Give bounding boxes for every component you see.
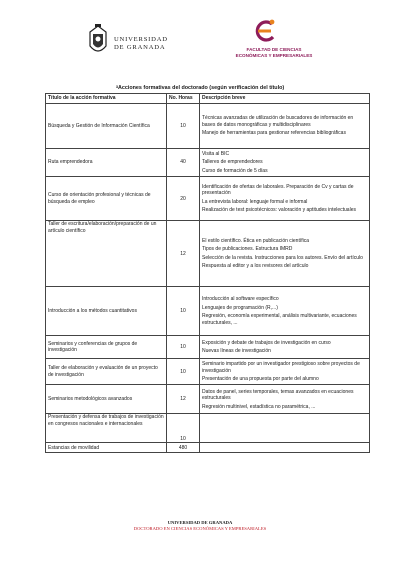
action-title: Ruta emprendedora (46, 149, 167, 177)
description-line: Manejo de herramientas para gestionar referencias bibliográficas (202, 130, 346, 137)
action-hours: 10 (167, 414, 200, 443)
description-line: Introducción al software específico (202, 296, 279, 303)
caption-footnote-marker: 3 (115, 85, 118, 89)
table-row (46, 414, 370, 443)
description-line: Seminario impartido por un investigador prestigioso sobre proyectos de investigación (202, 361, 360, 374)
action-title: Estancias de movilidad (46, 443, 167, 453)
description-line: Tipos de publicaciones. Estructura IMRD (202, 246, 293, 253)
action-description (200, 177, 370, 221)
action-description (200, 336, 370, 359)
action-title: Búsqueda y Gestión de Información Científica (46, 104, 167, 149)
table-caption (0, 85, 400, 91)
action-title: Presentación y defensa de trabajos de investigación en congresos nacionales e internacionales (46, 414, 167, 443)
table-row (46, 177, 370, 221)
action-hours: 40 (167, 149, 200, 177)
action-hours: 480 (167, 443, 200, 453)
action-description (200, 104, 370, 149)
description-line: Regresión multinivel, estadística no paramétrica, ... (202, 403, 316, 410)
description-line: Curso de formación de 5 días (202, 167, 268, 174)
description-line: Respuesta al editor y a los revisores del artículo (202, 263, 309, 270)
column-header-description: Descripción breve (200, 94, 370, 104)
table-header-row (46, 94, 370, 104)
action-hours: 12 (167, 221, 200, 287)
description-line: La entrevista laboral: lenguaje formal e informal (202, 198, 308, 205)
action-title: Seminarios y conferencias de grupos de investigación (46, 336, 167, 359)
action-description (200, 443, 370, 453)
action-description (200, 385, 370, 414)
training-actions-table (45, 93, 370, 453)
description-line: Visita al BIC (202, 151, 230, 157)
faculty-emblem-icon (252, 18, 278, 44)
description-line: Lenguajes de programación (R,...) (202, 304, 278, 311)
table-row (46, 385, 370, 414)
action-hours: 10 (167, 336, 200, 359)
footer-university: UNIVERSIDAD DE GRANADA (167, 520, 233, 525)
action-title: Curso de orientación profesional y técnicas de búsqueda de empleo (46, 177, 167, 221)
university-logo (86, 20, 166, 64)
table-row (46, 336, 370, 359)
column-header-hours: No. Horas (167, 94, 200, 104)
footer-doctorate: DOCTORADO EN CIENCIAS ECONÓMICAS Y EMPRESARIALES (133, 526, 267, 531)
action-hours: 20 (167, 177, 200, 221)
description-line: Exposición y debate de trabajos de investigación en curso (202, 339, 331, 346)
description-line: El estilo científico. Ética en publicación científica (202, 237, 309, 244)
caption-text: Acciones formativas del doctorado (según verificación del título) (117, 85, 285, 91)
table-row (46, 221, 370, 287)
table-row (46, 287, 370, 336)
action-hours: 10 (167, 359, 200, 385)
action-title: Taller de escritura/elaboración/preparación de un artículo científico (46, 221, 167, 287)
university-seal-icon (86, 24, 110, 58)
action-hours: 10 (167, 104, 200, 149)
column-header-title: Título de la acción formativa (46, 94, 167, 104)
action-title: Seminarios metodológicos avanzados (46, 385, 167, 414)
action-description (200, 359, 370, 385)
description-line: Nuevas líneas de investigación (202, 348, 271, 355)
action-title: Introducción a los métodos cuantitativos (46, 287, 167, 336)
description-line: Selección de la revista. Instrucciones para los autores. Envío del artículo (202, 254, 363, 261)
action-description (200, 221, 370, 287)
table-row (46, 443, 370, 453)
description-line: Técnicas avanzadas de utilización de buscadores de información en bases de datos monográficas y multidisciplinares (202, 115, 354, 128)
action-description (200, 287, 370, 336)
description-line: Datos de panel, series temporales, temas avanzados en ecuaciones estructurales (202, 388, 354, 402)
table-row (46, 104, 370, 149)
table-row (46, 149, 370, 177)
description-line: Identificación de ofertas de laborales. Preparación de Cv y cartas de presentación (202, 183, 354, 197)
table-row (46, 359, 370, 385)
faculty-logo-text: FACULTAD DE CIENCIAS ECONÓMICAS Y EMPRESARIALES (235, 47, 313, 58)
action-title: Taller de elaboración y evaluación de un proyecto de investigación (46, 359, 167, 385)
faculty-logo (222, 18, 332, 68)
description-line: Presentación de una propuesta por parte del alumno (202, 376, 319, 383)
action-hours: 10 (167, 287, 200, 336)
university-logo-text: UNIVERSIDAD DE GRANADA (114, 36, 168, 51)
action-description (200, 149, 370, 177)
description-line: Regresión, economía experimental, análisis multivariante, ecuaciones estructurales, ... (202, 313, 357, 326)
action-hours: 12 (167, 385, 200, 414)
table-body (46, 104, 370, 453)
action-description (200, 414, 370, 443)
description-line: Realización de test psicotécnicos: valoración y aptitudes intelectuales (202, 207, 356, 214)
description-line: Talleres de emprendedores (202, 159, 263, 166)
